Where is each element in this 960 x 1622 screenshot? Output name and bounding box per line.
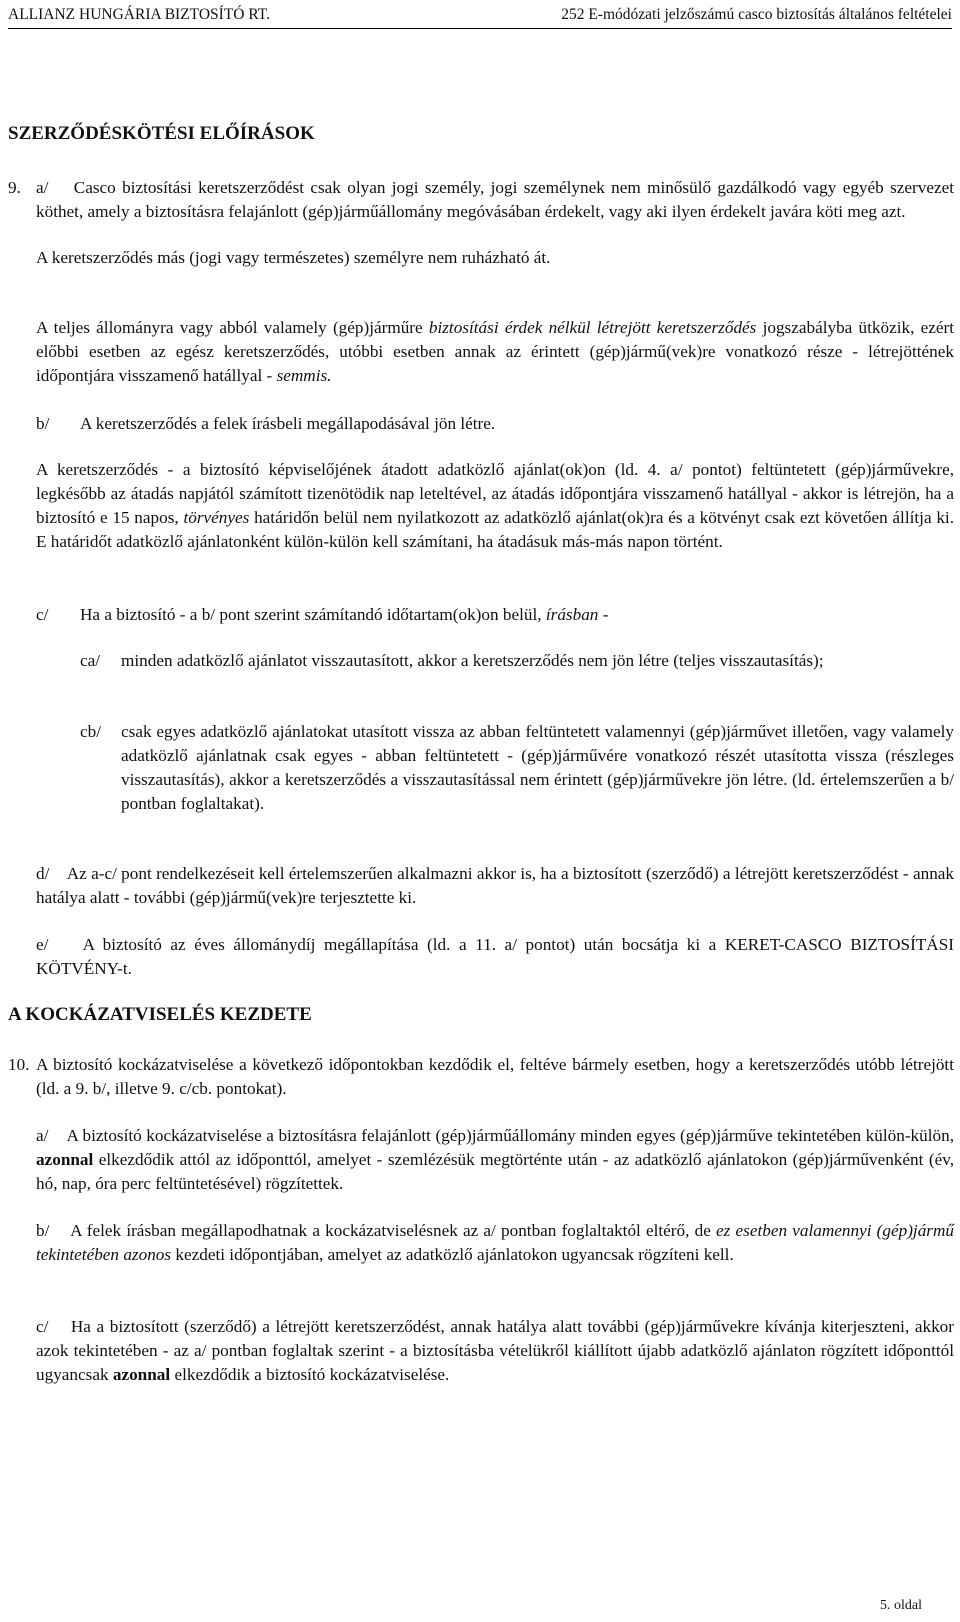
item-9c-text-before: Ha a biztosító - a b/ pont szerint számítandó időtartam(ok)on belül,	[80, 605, 546, 624]
item-9c-text-italic: írásban	[545, 605, 599, 624]
item-9d-label: d/	[36, 864, 50, 883]
item-10a-bold: azonnal	[36, 1150, 94, 1169]
item-10c-before: Ha a biztosított (szerződő) a létrejött keretszerződést, annak hatálya alatt további (gép)járművekre kívánja kiterjeszteni, akkor azok tekintetében - az a/ pontban foglaltak szerint - a biztosításba vételükről kiállított újabb adatközlő ajánlaton rögzített időponttól ugyancsak	[36, 1317, 954, 1384]
item-9b-p2	[36, 458, 954, 554]
item-9a-p3	[36, 316, 954, 388]
item-9b-p2-after: határidőn belül nem nyilatkozott az adatközlő ajánlat(ok)ra és a kötvényt csak ezt követően állítja ki. E határidőt adatközlő ajánlatonként külön-külön kell számítani, ha átadásuk más-más napon történt.	[36, 508, 954, 551]
section-title-contract: SZERZŐDÉSKÖTÉSI ELŐÍRÁSOK	[8, 123, 315, 144]
item-9b-text: A keretszerződés a felek írásbeli megállapodásával jön létre.	[80, 414, 496, 433]
item-9c-label: c/	[36, 605, 49, 624]
item-10b-italic: ez esetben valamennyi (gép)jármű tekintetében azonos	[36, 1221, 954, 1264]
item-9c-text	[80, 603, 608, 627]
item-9a-p3-italic: biztosítási érdek nélkül létrejött keretszerződés	[428, 318, 757, 337]
item-10c-paragraph	[36, 1315, 954, 1387]
item-9c-text-after: -	[598, 605, 609, 624]
item-10b-before: A felek írásban megállapodhatnak a kockázatviselésnek az a/ pontban foglaltaktól eltérő, de	[70, 1221, 717, 1240]
item-9cb-label: cb/	[80, 722, 101, 741]
section-title-risk: A KOCKÁZATVISELÉS KEZDETE	[8, 1004, 312, 1025]
item-9a-label: a/	[36, 178, 49, 197]
item-9cb-text: csak egyes adatközlő ajánlatokat utasított vissza az abban feltüntetett valamennyi (gép)járművet illetően, vagy valamely adatközlő ajánlatnak csak egyes - abban feltüntetett - (gép)járművére vonatkozó részét utasította vissza (részleges visszautasítás), akkor a keretszerződés a visszautasítással nem érintett (gép)járművekre jön létre. (ld. értelemszerűen a b/ pontban foglaltakat).	[121, 722, 954, 813]
item-10c-after: elkezdődik a biztosító kockázatviselése.	[170, 1365, 450, 1384]
item-10c-bold: azonnal	[112, 1365, 171, 1384]
item-10-text: A biztosító kockázatviselése a következő időpontokban kezdődik el, feltéve bármely esetben, hogy a keretszerződés utóbb létrejött (ld. a 9. b/, illetve 9. c/cb. pontokat).	[36, 1055, 954, 1098]
item-10c-label: c/	[36, 1317, 49, 1336]
item-10b-label: b/	[36, 1221, 50, 1240]
item-9d-text: Az a-c/ pont rendelkezéseit kell értelemszerűen alkalmazni akkor is, ha a biztosított (szerződő) a létrejött keretszerződést - annak hatálya alatt - további (gép)jármű(vek)re terjesztette ki.	[36, 864, 955, 907]
item-10a-before: A biztosító kockázatviselése a biztosításra felajánlott (gép)járműállomány minden egyes (gép)járműve tekintetében külön-külön,	[66, 1126, 955, 1145]
item-10b-after: kezdeti időpontjában, amelyet az adatközlő ajánlatokon ugyancsak rögzíteni kell.	[171, 1245, 734, 1264]
item-9ca-label: ca/	[80, 651, 101, 670]
header-document-title: 252 E-módózati jelzőszámú casco biztosítás általános feltételei	[561, 6, 952, 23]
item-9a-paragraph	[36, 176, 954, 224]
item-9a-p3-before: A teljes állományra vagy abból valamely (gép)járműre	[36, 318, 429, 337]
page-header	[8, 6, 952, 29]
item-9b-p2-italic: törvényes	[183, 508, 250, 527]
item-9e-text: A biztosító az éves állománydíj megállapítása (ld. a 11. a/ pontot) után bocsátja ki a KERET-CASCO BIZTOSÍTÁSI KÖTVÉNY-t.	[36, 935, 955, 978]
item-9a-p3-italic2: semmis.	[276, 366, 332, 385]
item-10a-paragraph	[36, 1124, 954, 1196]
item-9a-text: Casco biztosítási keretszerződést csak olyan jogi személy, jogi személynek nem minősülő gazdálkodó vagy egyéb szervezet köthet, amely a biztosításra felajánlott (gép)járműállomány megóvásában érdekelt, vagy aki ilyen érdekelt javára köti meg azt.	[36, 178, 954, 221]
item-9ca-text: minden adatközlő ajánlatot visszautasított, akkor a keretszerződés nem jön létre (teljes visszautasítás);	[121, 651, 824, 670]
item-9a-p3-after: jogszabályba ütközik, ezért előbbi esetben az egész keretszerződés, utóbbi esetben annak az érintett (gép)jármű(vek)re vonatkozó része - létrejöttének időpontjára visszamenő hatállyal -	[36, 318, 954, 385]
page-number: 5. oldal	[880, 1598, 922, 1613]
item-number-10: 10.	[8, 1055, 30, 1074]
item-10a-label: a/	[36, 1126, 49, 1145]
item-10a-after: elkezdődik attól az időponttól, amelyet - szemlézésük megtörténte után - az adatközlő ajánlatokon (gép)járművenként (év, hó, nap, óra perc feltüntetésével) rögzítettek.	[36, 1150, 954, 1193]
item-9b-p2-before: A keretszerződés - a biztosító képviselőjének átadott adatközlő ajánlat(ok)on (ld. 4. a/ pontot) feltüntetett (gép)járművekre, legkésőbb az átadás napjától számított tizenötödik nap leteltével, az átadás időpontjára visszamenő hatállyal - akkor is létrejön, ha a biztosító e 15 napos,	[36, 460, 954, 527]
item-9b-label: b/	[36, 414, 50, 433]
item-9e-label: e/	[36, 935, 49, 954]
item-9d-paragraph	[36, 862, 954, 910]
item-9a-p2: A keretszerződés más (jogi vagy természetes) személyre nem ruházható át.	[36, 248, 551, 267]
item-9e-paragraph	[36, 933, 954, 981]
item-number-9: 9.	[8, 178, 21, 197]
header-company: ALLIANZ HUNGÁRIA BIZTOSÍTÓ RT.	[8, 6, 270, 23]
item-10b-paragraph	[36, 1219, 954, 1267]
